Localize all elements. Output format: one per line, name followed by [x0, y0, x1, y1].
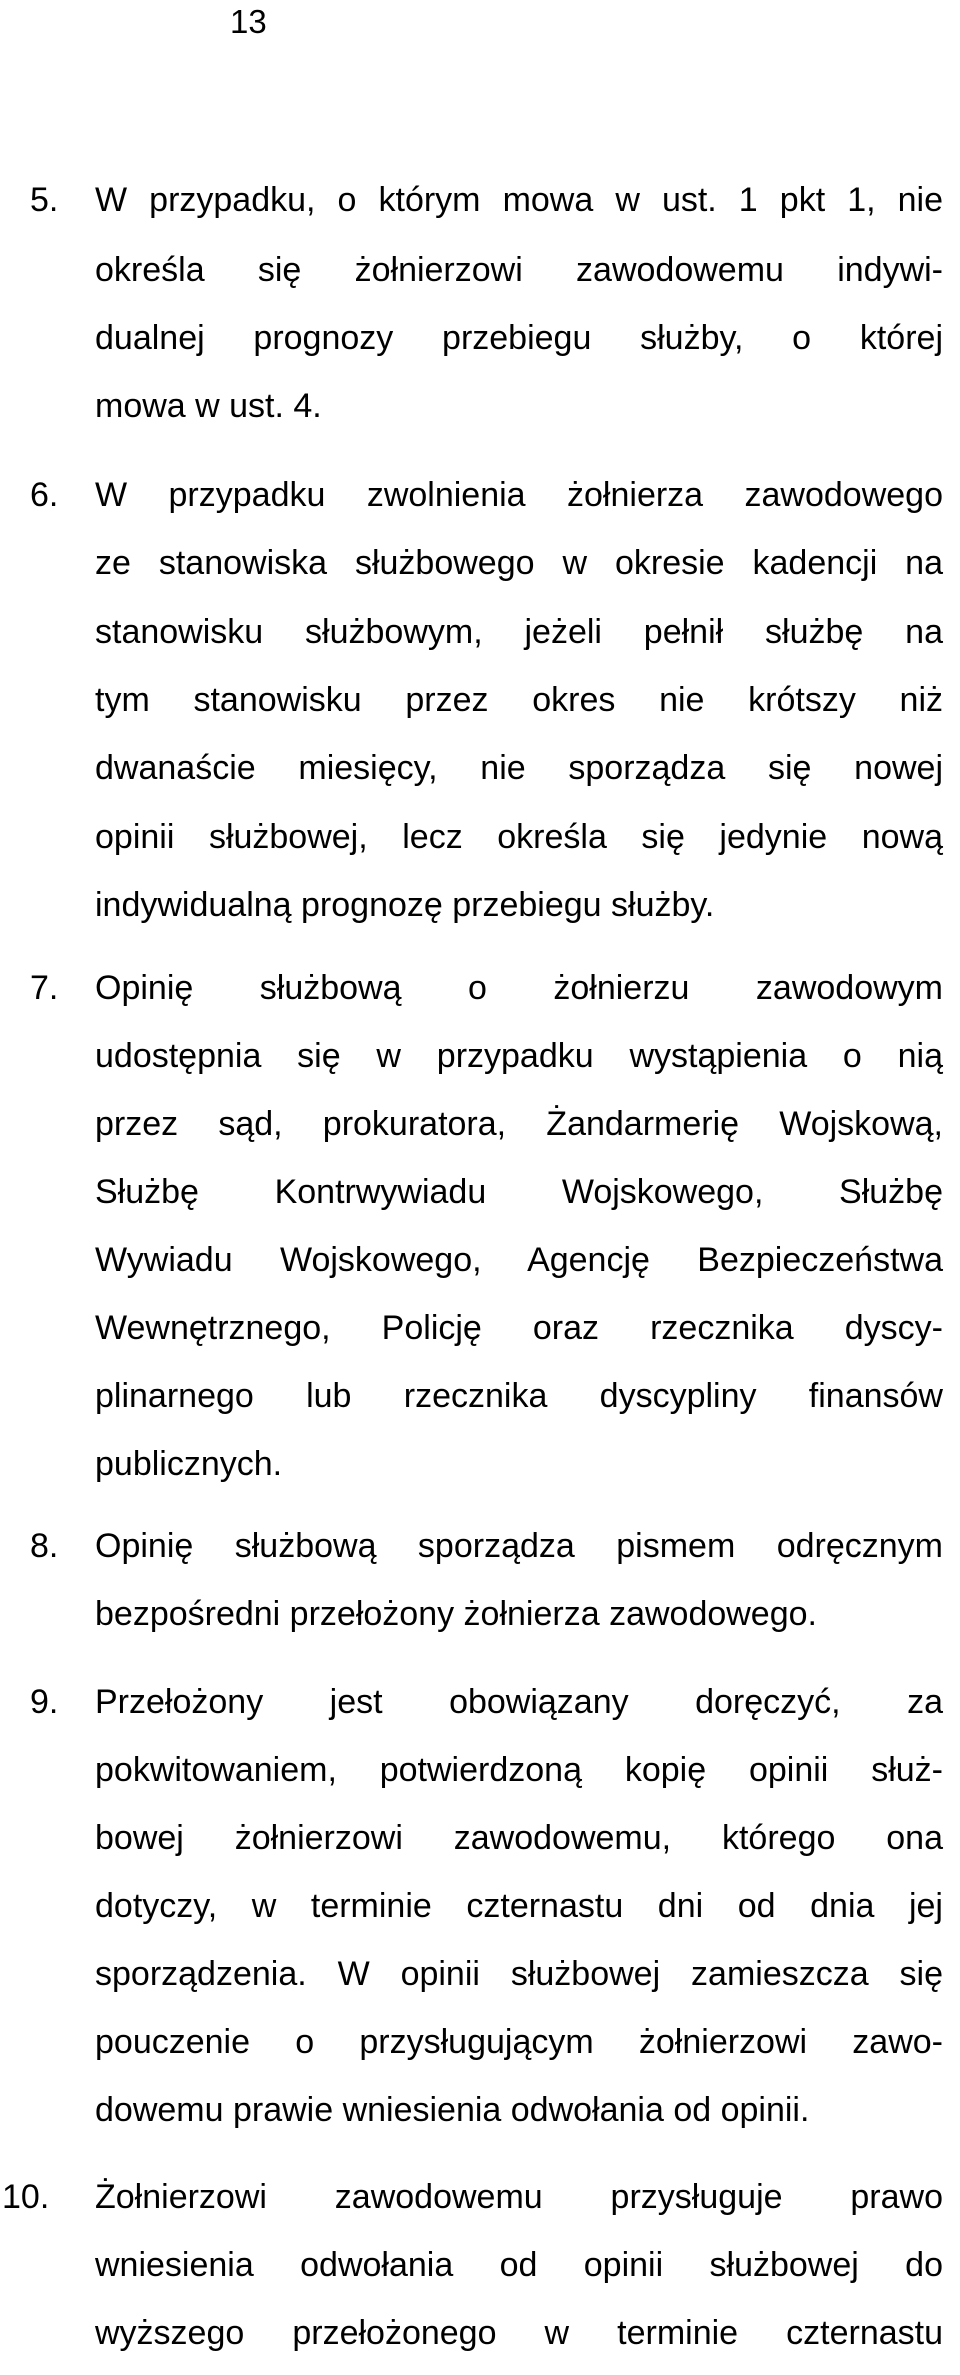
text-line: tym stanowisku przez okres nie krótszy niż — [95, 681, 943, 719]
text-line: przez sąd, prokuratora, Żandarmerię Wojskową, — [95, 1105, 943, 1143]
text-line: sporządzenia. W opinii służbowej zamieszcza się — [95, 1955, 943, 1993]
text-line: stanowisku służbowym, jeżeli pełnił służbę na — [95, 613, 943, 651]
text-line: udostępnia się w przypadku wystąpienia o nią — [95, 1037, 943, 1075]
text-line: plinarnego lub rzecznika dyscypliny finansów — [95, 1377, 943, 1415]
text-line: dwanaście miesięcy, nie sporządza się nowej — [95, 749, 943, 787]
text-line: Przełożony jest obowiązany doręczyć, za — [95, 1683, 943, 1721]
item-number: 7. — [30, 969, 59, 1007]
text-line: Wywiadu Wojskowego, Agencję Bezpieczeństwa — [95, 1241, 943, 1279]
text-line: bezpośredni przełożony żołnierza zawodowego. — [95, 1595, 817, 1633]
item-number: 6. — [30, 476, 59, 514]
item-number: 8. — [30, 1527, 59, 1565]
text-line: dowemu prawie wniesienia odwołania od opinii. — [95, 2091, 810, 2129]
text-line: bowej żołnierzowi zawodowemu, którego ona — [95, 1819, 943, 1857]
text-line: W przypadku, o którym mowa w ust. 1 pkt 1, nie — [95, 181, 943, 219]
text-line: mowa w ust. 4. — [95, 387, 322, 425]
text-line: Opinię służbową o żołnierzu zawodowym — [95, 969, 943, 1007]
text-line: indywidualną prognozę przebiegu służby. — [95, 886, 715, 924]
text-line: Żołnierzowi zawodowemu przysługuje prawo — [95, 2178, 943, 2216]
text-line: Wewnętrznego, Policję oraz rzecznika dyscy- — [95, 1309, 943, 1347]
text-line: wyższego przełożonego w terminie czternastu — [95, 2314, 943, 2352]
text-line: W przypadku zwolnienia żołnierza zawodowego — [95, 476, 943, 514]
item-number: 9. — [30, 1683, 59, 1721]
item-number: 10. — [2, 2178, 50, 2216]
text-line: pouczenie o przysługującym żołnierzowi zawo- — [95, 2023, 943, 2061]
text-line: publicznych. — [95, 1445, 283, 1483]
text-line: dualnej prognozy przebiegu służby, o której — [95, 319, 943, 357]
text-line: ze stanowiska służbowego w okresie kadencji na — [95, 544, 943, 582]
item-number: 5. — [30, 181, 59, 219]
page-number: 13 — [230, 3, 267, 40]
text-line: Opinię służbową sporządza pismem odręcznym — [95, 1527, 943, 1565]
text-line: dotyczy, w terminie czternastu dni od dnia jej — [95, 1887, 943, 1925]
text-line: określa się żołnierzowi zawodowemu indywi- — [95, 251, 943, 289]
text-line: pokwitowaniem, potwierdzoną kopię opinii służ- — [95, 1751, 943, 1789]
text-line: Służbę Kontrwywiadu Wojskowego, Służbę — [95, 1173, 943, 1211]
text-line: opinii służbowej, lecz określa się jedynie nową — [95, 818, 943, 856]
text-line: wniesienia odwołania od opinii służbowej do — [95, 2246, 943, 2284]
